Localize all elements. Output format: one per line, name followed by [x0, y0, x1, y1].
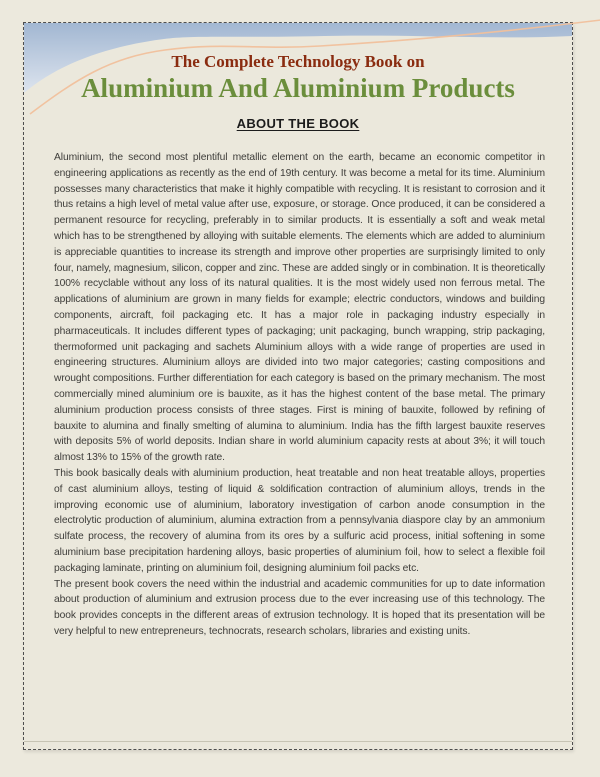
book-title: Aluminium And Aluminium Products [81, 73, 515, 103]
body-paragraph-3: The present book covers the need within the industrial and academic communities for up to date information about production of aluminium and extrusion process due to the ever increasing use of this technology. The book provides concepts in the different areas of extrusion technology. It is hoped that its presentation will be very helpful to new entrepreneurs, technocrats, research scholars, libraries and existing units. [54, 578, 545, 637]
document-frame [23, 22, 573, 750]
document-header [24, 23, 572, 133]
section-heading: ABOUT THE BOOK [236, 116, 360, 131]
about-the-book-text [24, 150, 572, 640]
body-paragraph-1: Aluminium, the second most plentiful metallic element on the earth, became an economic competitor in engineering applications as recently as the end of 19th century. It was become a metal for its time. Aluminium possesses many characteristics that make it highly compatible with recycling. It is resistant to corrosion and it thus retains a high level of metal value after use, exposure, or storage. Once produced, it can be considered a permanent resource for recycling, preferably in to similar products. It is essentially a soft and weak metal which has to be strengthened by alloying with suitable elements. The elements which are added to aluminium is appreciable quantities to increase its strength and improve other properties are surprisingly limited to only four, namely, magnesium, silicon, copper and zinc. These are added singly or in combination. It is theoretically 100% recyclable without any loss of its natural qualities. It is the most widely used non ferrous metal. The applications of aluminium are grown in many fields for example; electric conductors, windows and building components, aircraft, foil packaging etc. It has a major role in packaging industry especially in pharmaceuticals. It includes different types of packaging; unit packaging, bunch wrapping, strip packaging, thermoformed unit packaging and sachets Aluminium alloys with a wide range of properties are used in engineering structures. Aluminium alloys are divided into two major categories; casting compositions and wrought compositions. Further differentiation for each category is based on the primary mechanism. The most commercially mined aluminium ore is bauxite, as it has the highest content of the base metal. The primary aluminium production process consists of three stages. First is mining of bauxite, followed by refining of bauxite to alumina and finally smelting of alumina to aluminium. India has the fifth largest bauxite reserves with deposits 5% of world deposits. Indian share in world aluminium capacity rests at about 3%; it will touch almost 13% to 15% of the growth rate. [54, 152, 545, 464]
body-paragraph-2: This book basically deals with aluminium production, heat treatable and non heat treatable alloys, properties of cast aluminium alloys, testing of liquid & soldification contraction of aluminium alloys, trends in the improving economic use of aluminium, laboratory investigation of carbon anode consumption in the electrolytic production of aluminium, alumina extraction from a pennsylvania diaspore clay by an ammonium sulfate process, the recovery of alumina from its ores by a sulfuric acid process, initial softening in some aluminium base precipitation hardening alloys, basic properties of aluminium foil, how to select a flexible foil packaging laminate, printing on aluminium foil, designing aluminium foil packs etc. [54, 467, 545, 574]
series-title: The Complete Technology Book on [171, 52, 425, 71]
